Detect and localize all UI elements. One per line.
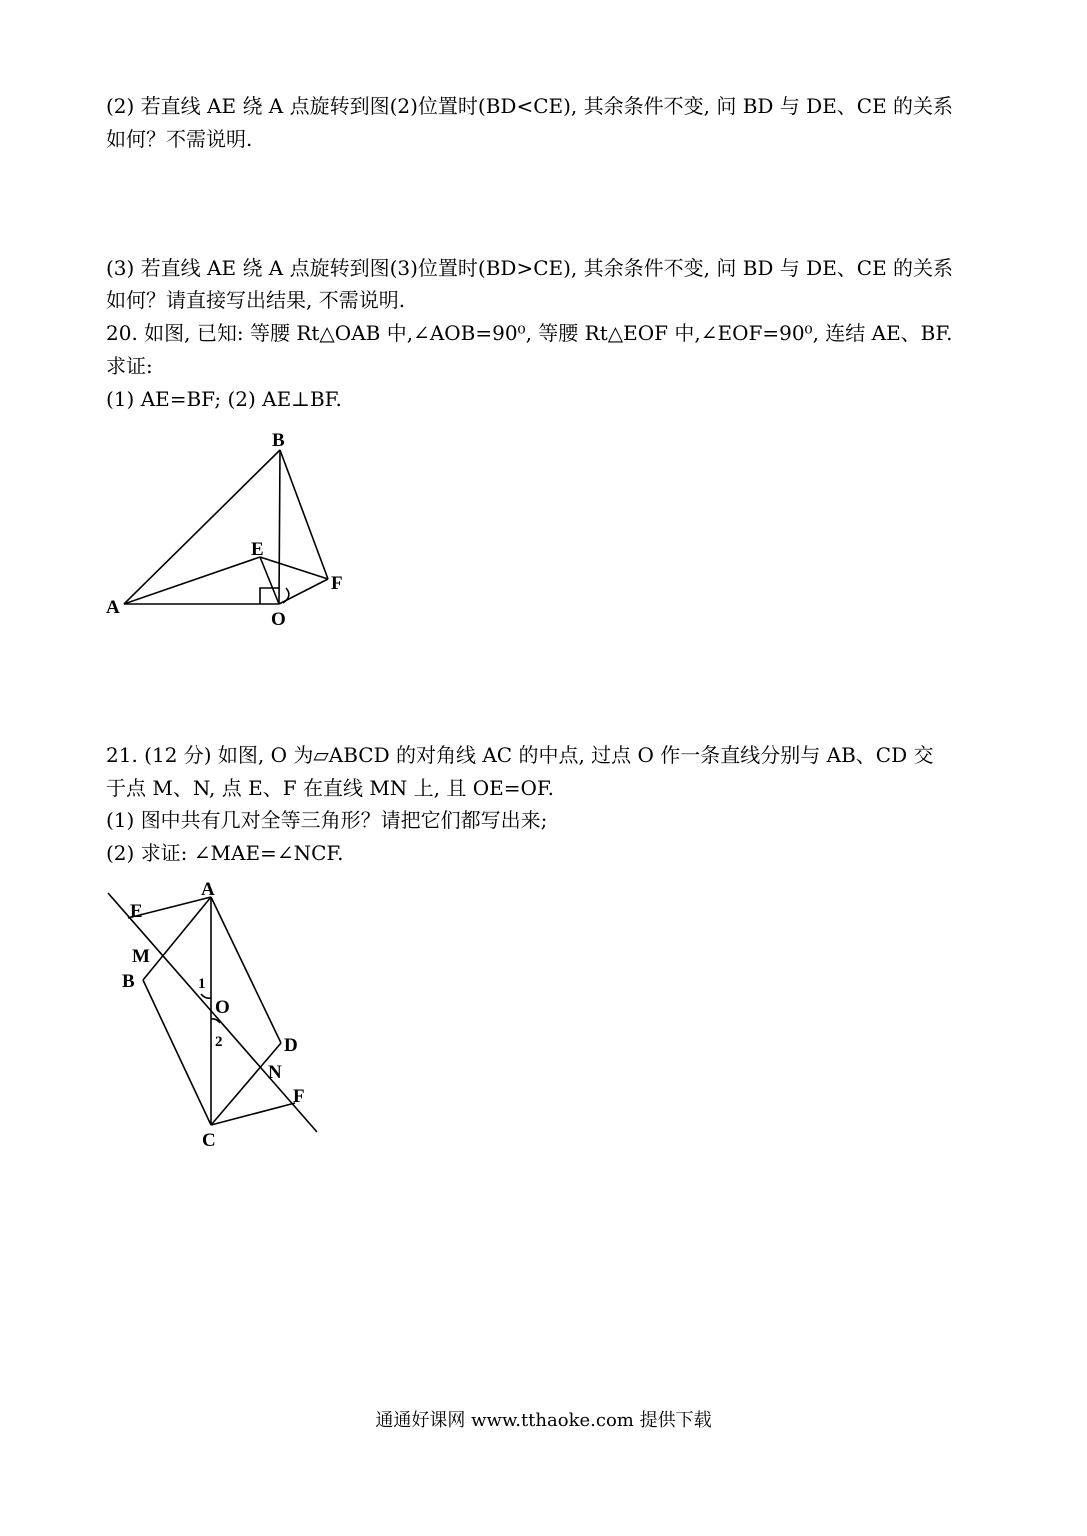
q21-statement-line4: (2) 求证: ∠MAE=∠NCF.	[106, 841, 344, 865]
q20-label-b: B	[272, 430, 285, 451]
q20-figure-lines	[124, 450, 328, 604]
q20-label-o: O	[271, 609, 286, 630]
page-footer: 通通好课网 www.tthaoke.com 提供下载	[375, 1410, 712, 1431]
q20-label-f: F	[331, 573, 343, 594]
q21-label-f: F	[293, 1086, 305, 1107]
q21-label-n: N	[268, 1062, 282, 1083]
q20-statement-line2: 求证:	[106, 354, 153, 378]
q19-part2-line2: 如何？不需说明.	[106, 127, 253, 151]
q21-statement-line3: (1) 图中共有几对全等三角形？请把它们都写出来;	[106, 808, 548, 832]
q21-label-a: A	[201, 879, 215, 900]
q21-label-c: C	[202, 1130, 216, 1151]
q20-label-a: A	[106, 597, 120, 618]
q21-label-o: O	[215, 997, 230, 1018]
q19-part3-line1: (3) 若直线 AE 绕 A 点旋转到图(3)位置时(BD>CE), 其余条件不变, 问 BD 与 DE、CE 的关系	[106, 256, 954, 280]
q21-label-angle1: 1	[198, 976, 206, 992]
q20-statement-line3: (1) AE=BF; (2) AE⊥BF.	[106, 387, 342, 411]
q20-label-e: E	[251, 539, 264, 560]
q19-part2-line1: (2) 若直线 AE 绕 A 点旋转到图(2)位置时(BD<CE), 其余条件不变, 问 BD 与 DE、CE 的关系	[106, 94, 954, 118]
q21-label-e: E	[130, 901, 143, 922]
q21-label-m: M	[132, 946, 150, 967]
q21-label-d: D	[284, 1035, 298, 1056]
q21-label-b: B	[122, 971, 135, 992]
q21-statement-line1: 21. (12 分) 如图, O 为▱ABCD 的对角线 AC 的中点, 过点 O 作一条直线分别与 AB、CD 交	[106, 743, 934, 767]
q19-part3-line2: 如何？请直接写出结果, 不需说明.	[106, 288, 406, 312]
q21-figure-lines	[108, 893, 317, 1132]
q20-statement-line1: 20. 如图, 已知: 等腰 Rt△OAB 中,∠AOB=90⁰, 等腰 Rt△EOF 中,∠EOF=90⁰, 连结 AE、BF.	[106, 321, 953, 345]
q21-statement-line2: 于点 M、N, 点 E、F 在直线 MN 上, 且 OE=OF.	[106, 776, 554, 800]
q21-label-angle2: 2	[215, 1034, 223, 1050]
